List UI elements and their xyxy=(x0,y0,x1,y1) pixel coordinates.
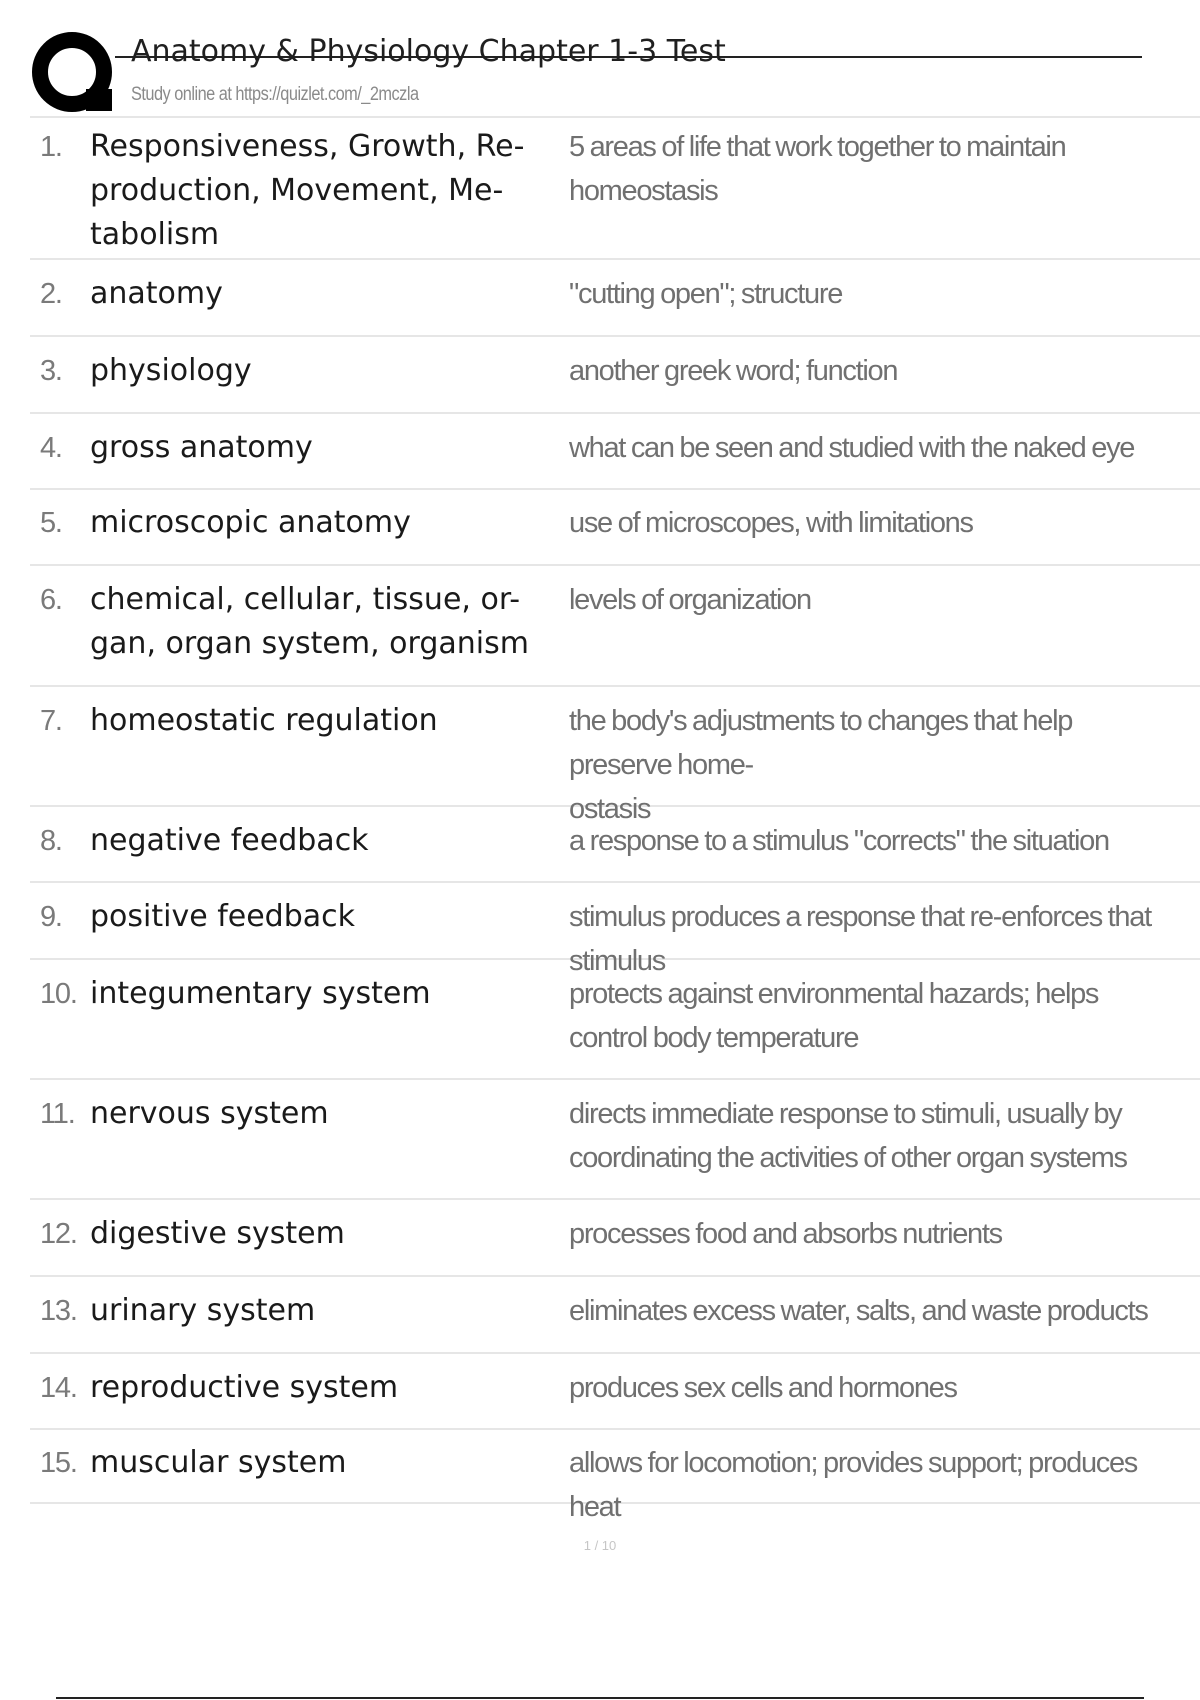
card-row xyxy=(30,1275,1200,1352)
card-number: 15. xyxy=(40,1447,77,1479)
card-definition: what can be seen and studied with the naked eye xyxy=(569,432,1135,464)
card-number: 5. xyxy=(40,507,62,539)
card-row xyxy=(30,412,1200,488)
card-term: Responsiveness, Growth, Re- production, Movement, Me- tabolism xyxy=(90,129,525,252)
card-definition: eliminates excess water, salts, and waste products xyxy=(569,1295,1148,1327)
card-definition: produces sex cells and hormones xyxy=(569,1372,957,1404)
card-term: digestive system xyxy=(90,1216,345,1251)
card-row xyxy=(30,564,1200,685)
card-number: 9. xyxy=(40,901,62,933)
card-definition: allows for locomotion; provides support; produces heat xyxy=(569,1447,1138,1523)
page-indicator: 1 / 10 xyxy=(583,1538,617,1553)
card-number: 1. xyxy=(40,131,62,163)
quizlet-logo-icon xyxy=(31,31,113,113)
card-definition: a response to a stimulus "corrects" the situation xyxy=(569,825,1109,857)
card-definition: use of microscopes, with limitations xyxy=(569,507,973,539)
footer-rule xyxy=(56,1697,1144,1699)
card-term: gross anatomy xyxy=(90,430,313,465)
card-number: 13. xyxy=(40,1295,77,1327)
card-row xyxy=(30,881,1200,977)
card-row xyxy=(30,1198,1200,1275)
page-title: Anatomy & Physiology Chapter 1-3 Test xyxy=(131,34,726,69)
card-term: physiology xyxy=(90,353,252,388)
card-term: negative feedback xyxy=(90,823,369,858)
card-number: 11. xyxy=(40,1098,75,1130)
card-number: 7. xyxy=(40,705,62,737)
card-term: anatomy xyxy=(90,276,223,311)
card-number: 14. xyxy=(40,1372,77,1404)
card-row xyxy=(30,116,1200,258)
card-number: 10. xyxy=(40,978,77,1010)
card-definition: directs immediate response to stimuli, usually by coordinating the activities of other organ systems xyxy=(569,1098,1127,1174)
card-number: 12. xyxy=(40,1218,77,1250)
flashcard-list xyxy=(30,116,1200,1523)
card-row xyxy=(30,1352,1200,1428)
card-row xyxy=(30,685,1200,825)
card-term: microscopic anatomy xyxy=(90,505,411,540)
card-term: chemical, cellular, tissue, or- gan, organ system, organism xyxy=(90,582,529,661)
card-number: 6. xyxy=(40,584,62,616)
card-definition: protects against environmental hazards; helps control body temperature xyxy=(569,978,1099,1054)
card-definition: processes food and absorbs nutrients xyxy=(569,1218,1002,1250)
card-row xyxy=(30,258,1200,335)
card-definition: the body's adjustments to changes that help preserve home- ostasis xyxy=(569,705,1073,825)
card-term: integumentary system xyxy=(90,976,431,1011)
card-definition: 5 areas of life that work together to maintain homeostasis xyxy=(569,131,1066,207)
card-term: positive feedback xyxy=(90,899,356,934)
card-definition: levels of organization xyxy=(569,584,811,616)
card-term: homeostatic regulation xyxy=(90,703,438,738)
card-number: 8. xyxy=(40,825,62,857)
study-online-link[interactable]: Study online at https://quizlet.com/_2mczla xyxy=(131,84,419,105)
card-row xyxy=(30,335,1200,412)
card-row xyxy=(30,958,1200,1078)
card-number: 3. xyxy=(40,355,62,387)
card-row xyxy=(30,488,1200,564)
card-row xyxy=(30,1428,1200,1523)
card-term: muscular system xyxy=(90,1445,347,1480)
card-definition: stimulus produces a response that re-enforces that stimulus xyxy=(569,901,1151,977)
card-number: 2. xyxy=(40,278,62,310)
card-row xyxy=(30,1078,1200,1198)
card-number: 4. xyxy=(40,432,62,464)
card-term: nervous system xyxy=(90,1096,329,1131)
card-definition: another greek word; function xyxy=(569,355,898,387)
card-definition: "cutting open"; structure xyxy=(569,278,843,310)
card-term: reproductive system xyxy=(90,1370,399,1405)
card-term: urinary system xyxy=(90,1293,316,1328)
